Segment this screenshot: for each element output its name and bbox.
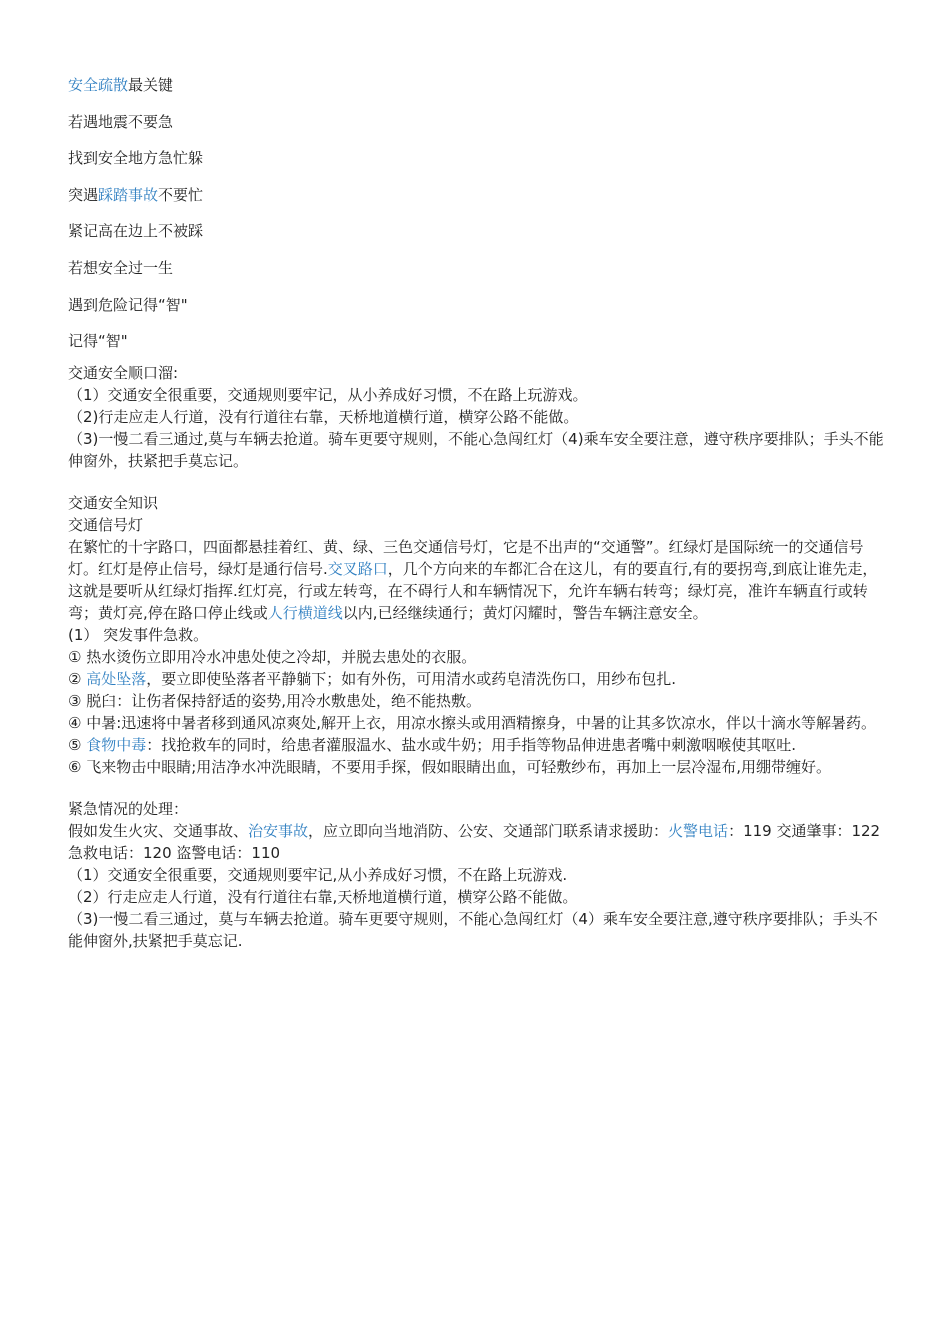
section-title: 紧急情况的处理：: [68, 800, 189, 819]
spacer: [68, 778, 890, 798]
link-safe-evacuation[interactable]: 安全疏散: [68, 76, 129, 94]
spacer: [68, 472, 890, 492]
section-title: 交通安全知识: [68, 494, 159, 513]
first-aid-item-5: ⑤ 食物中毒：找抢救车的同时，给患者灌服温水、盐水或牛奶；用手指等物品伸进患者嘴中刺激咽喉使其呕吐.: [68, 736, 797, 755]
first-aid-item-4: ④ 中暑:迅速将中暑者移到通风凉爽处,解开上衣，用凉水擦头或用酒精擦身，中暑的让其多饮凉水，伴以十滴水等解暑药。: [68, 714, 877, 733]
link-stampede-accident[interactable]: 踩踏事故: [98, 185, 159, 204]
rhyme-line-2: （2）行走应走人行道，没有行道往右靠,天桥地道横行道，横穿公路不能做。: [68, 888, 578, 907]
rhyme-line-2: （2)行走应走人行道，没有行道往右靠，天桥地道横行道，横穿公路不能做。: [68, 408, 579, 427]
verse-line-8: 记得“智": [68, 332, 128, 351]
link-fire-alarm-phone[interactable]: 火警电话: [668, 822, 729, 841]
traffic-light-paragraph: 在繁忙的十字路口，四面都悬挂着红、黄、绿、三色交通信号灯，它是不出声的“交通警”。红绿灯是国际统一的交通信号灯。红灯是停止信号，绿灯是通行信号.交叉路口，几个方向来的车都汇合在这儿，有的要直行,有的要拐弯,到底让谁先走，这就是要听从红绿灯指挥.红灯亮，行或左转弯，在不碍行人和车辆情况下，允许车辆右转弯；绿灯亮，准许车辆直行或转弯；黄灯亮,停在路口停止线或人行横道线以内,已经继续通行；黄灯闪耀时，警告车辆注意安全。: [68, 538, 878, 623]
verse-line-5: 紧记高在边上不被踩: [68, 222, 204, 241]
verse-line-4: 突遇踩踏事故不要忙: [68, 185, 204, 204]
section-subtitle: 交通信号灯: [68, 516, 144, 535]
first-aid-item-3: ③ 脱臼：让伤者保持舒适的姿势,用冷水敷患处，绝不能热敷。: [68, 692, 481, 711]
link-crosswalk[interactable]: 人行横道线: [267, 604, 343, 623]
emergency-section: [68, 798, 890, 952]
verse-line-3: 找到安全地方急忙躲: [68, 149, 204, 168]
traffic-knowledge-section: [68, 492, 890, 778]
first-aid-item-6: ⑥ 飞来物击中眼睛;用洁净水冲洗眼睛，不要用手探，假如眼睛出血，可轻敷纱布，再加上一层冷湿布,用绷带缠好。: [68, 758, 832, 777]
section-title: 交通安全顺口溜:: [68, 364, 179, 383]
verse-line-2: 若遇地震不要急: [68, 112, 174, 131]
emergency-paragraph: 假如发生火灾、交通事故、治安事故，应立即向当地消防、公安、交通部门联系请求援助：火警电话：119 交通肇事：122 急救电话：120 盗警电话：110: [68, 822, 881, 863]
verse-line-6: 若想安全过一生: [68, 258, 174, 277]
rhyme-line-3: （3)一慢二看三通过，莫与车辆去抢道。骑车更要守规则，不能心急闯红灯（4）乘车安全要注意,遵守秩序要排队；手头不能伸窗外,扶紧把手莫忘记.: [68, 910, 878, 951]
verse-line-1: 安全疏散最关键: [68, 76, 174, 94]
link-intersection[interactable]: 交叉路口: [327, 560, 388, 579]
rhyme-line-1: （1）交通安全很重要，交通规则要牢记,从小养成好习惯，不在路上玩游戏.: [68, 866, 568, 885]
link-fall-from-height[interactable]: 高处坠落: [86, 670, 147, 689]
first-aid-item-1: ① 热水烫伤立即用冷水冲患处使之冷却，并脱去患处的衣服。: [68, 648, 477, 667]
first-aid-item-2: ② 高处坠落，要立即使坠落者平静躺下；如有外伤，可用清水或药皂清洗伤口，用纱布包扎.: [68, 670, 677, 689]
verse-line-7: 遇到危险记得“智": [68, 295, 188, 314]
first-aid-title: (1） 突发事件急救。: [68, 626, 209, 645]
rhyme-line-3: （3)一慢二看三通过,莫与车辆去抢道。骑车更要守规则，不能心急闯红灯（4)乘车安全要注意，遵守秩序要排队；手头不能伸窗外，扶紧把手莫忘记。: [68, 430, 884, 471]
link-food-poisoning[interactable]: 食物中毒: [86, 736, 147, 755]
traffic-rhyme-section: [68, 362, 890, 472]
rhyme-line-1: （1）交通安全很重要，交通规则要牢记，从小养成好习惯，不在路上玩游戏。: [68, 386, 588, 405]
link-public-security-accident[interactable]: 治安事故: [248, 822, 309, 841]
document-page: [68, 74, 890, 952]
